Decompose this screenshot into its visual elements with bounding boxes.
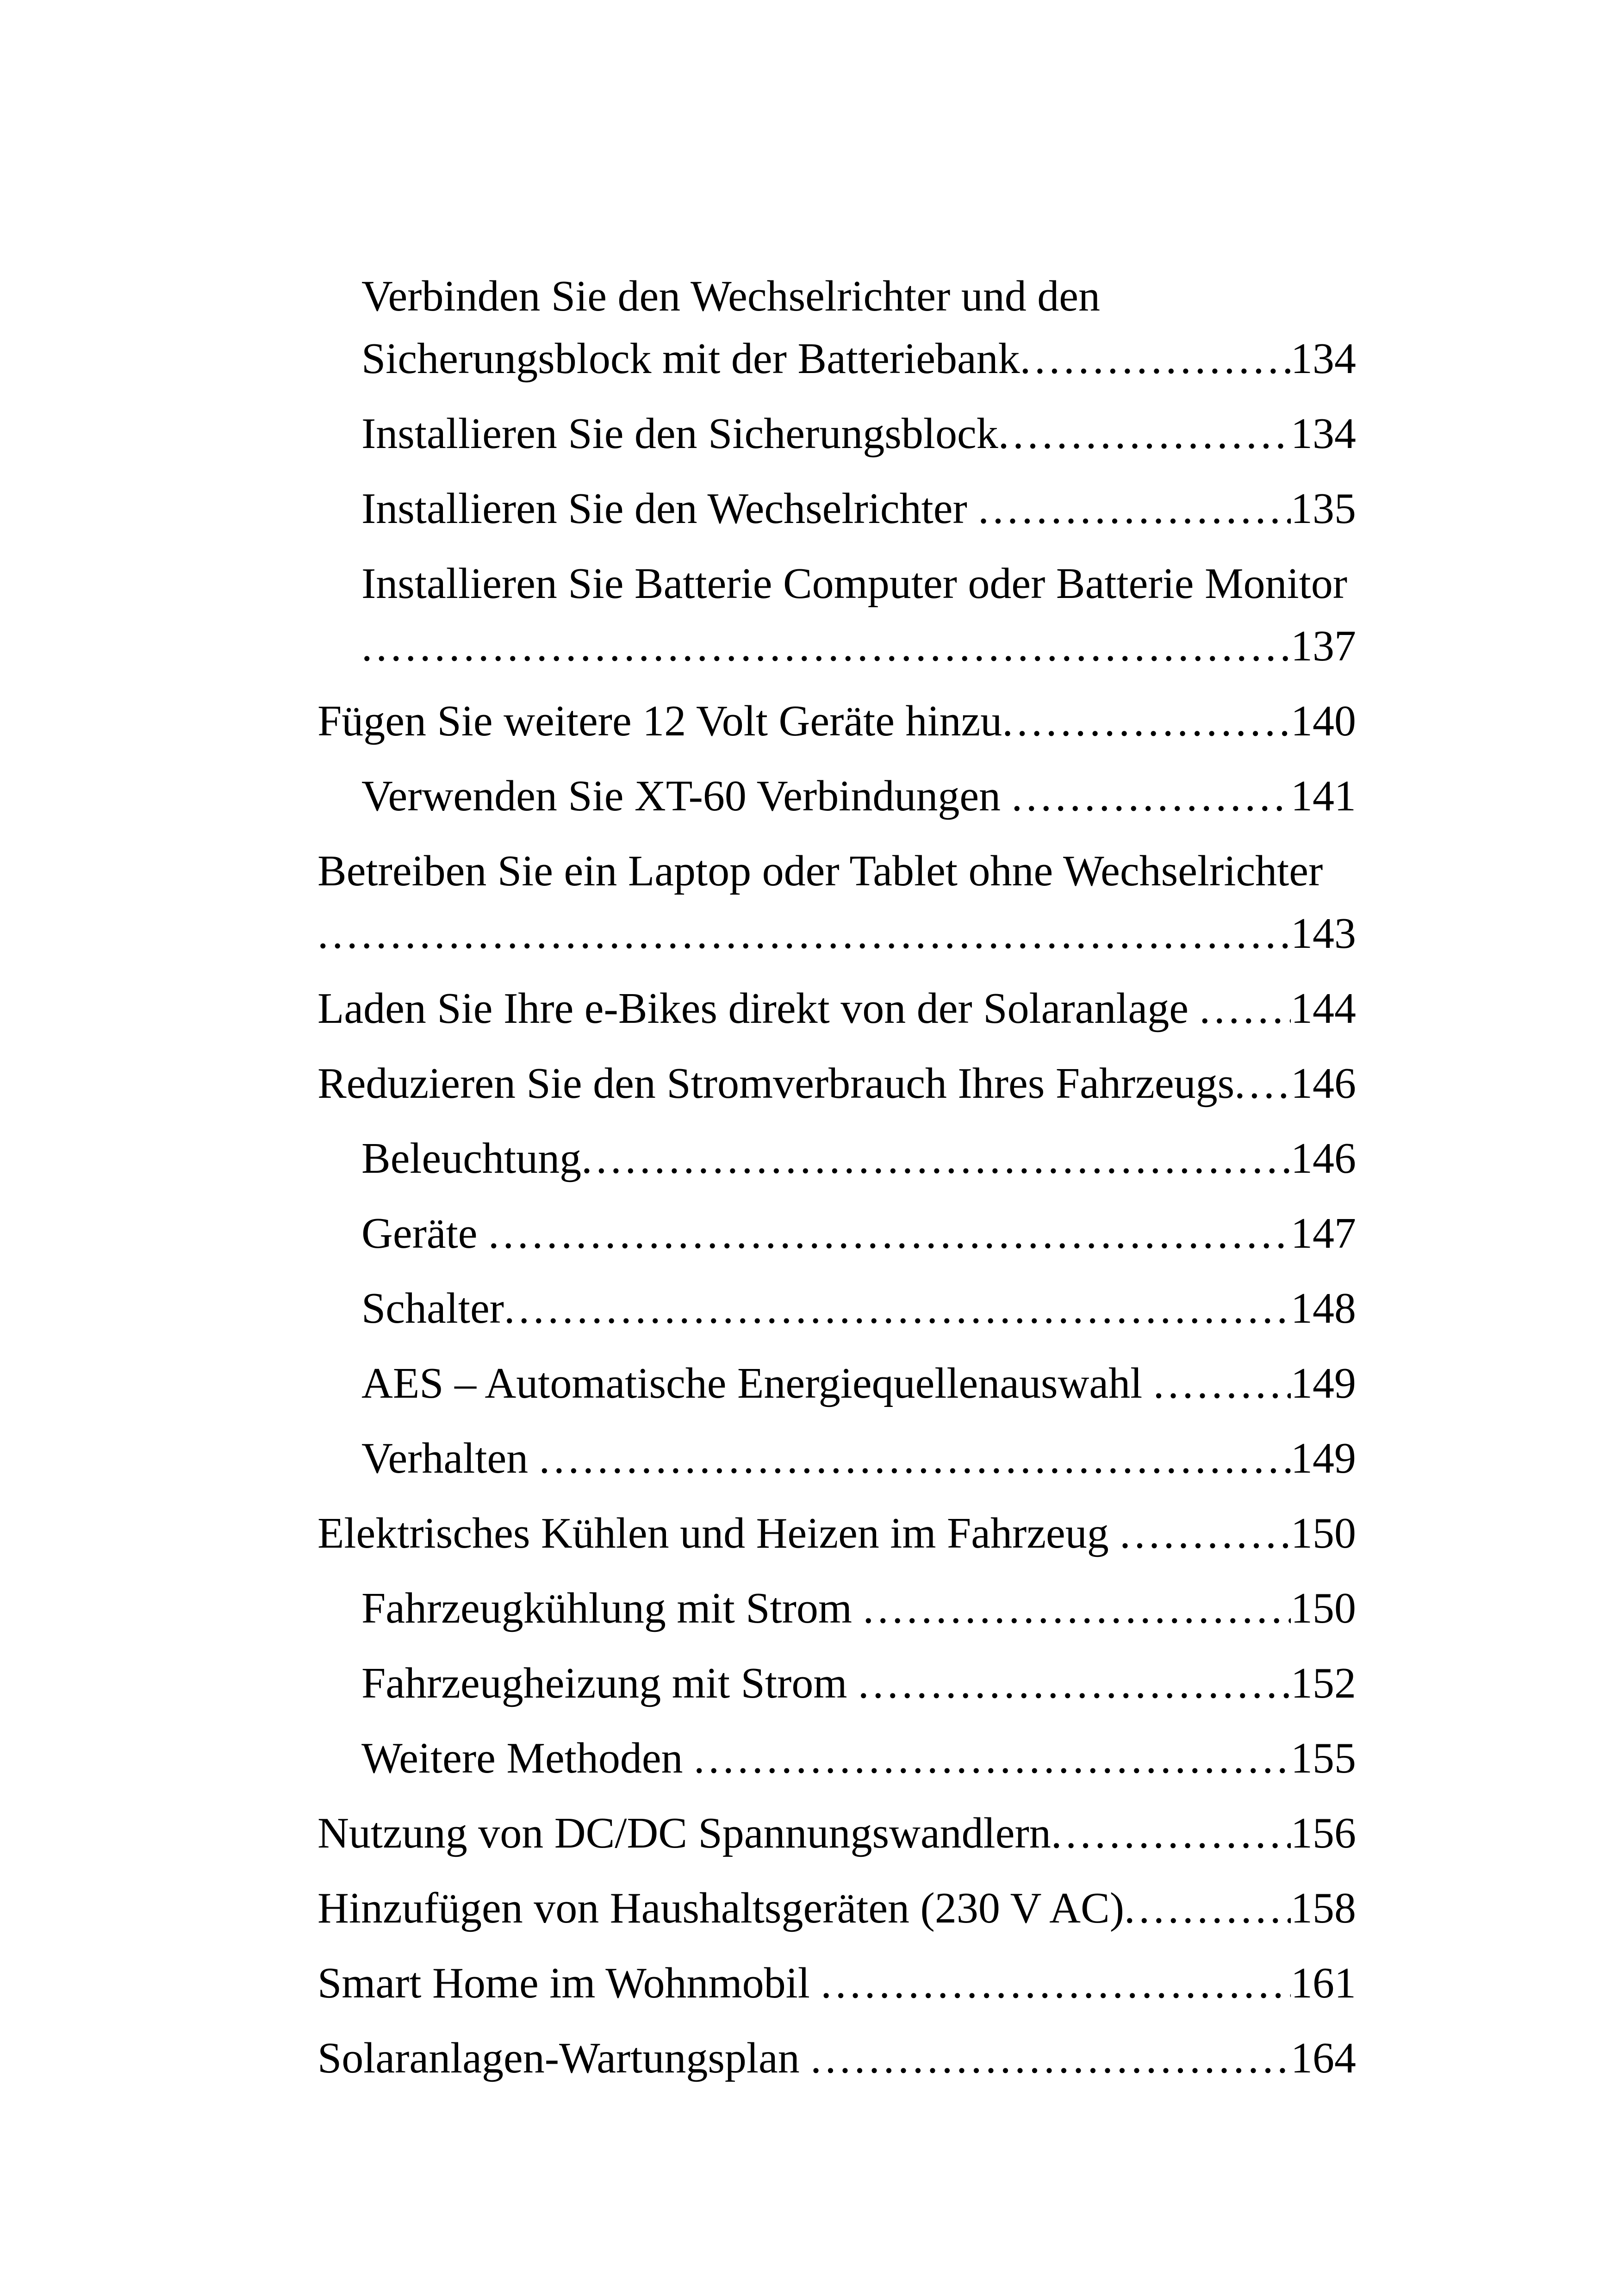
toc-entry-last-line	[361, 1352, 1356, 1415]
toc-page-number: 150	[1291, 1509, 1356, 1557]
toc-page-number: 141	[1291, 772, 1356, 820]
toc-dot-leader	[1002, 690, 1291, 753]
toc-entry-title: Laden Sie Ihre e-Bikes direkt von der Solaranlage	[317, 984, 1200, 1033]
toc-dot-leader	[858, 1652, 1291, 1715]
toc-entry-title: Nutzung von DC/DC Spannungswandlern	[317, 1809, 1051, 1857]
toc-entry-title: Beleuchtung	[361, 1134, 582, 1182]
toc-entry-last-line	[317, 690, 1356, 753]
toc-entry-last-line	[317, 1802, 1356, 1865]
toc-entry[interactable]	[317, 765, 1356, 828]
toc-entry[interactable]	[317, 1427, 1356, 1490]
toc-entry[interactable]	[317, 1502, 1356, 1565]
toc-entry[interactable]	[317, 478, 1356, 540]
toc-dot-leader	[317, 902, 1291, 965]
toc-dot-leader	[863, 1577, 1291, 1640]
toc-entry-last-line	[361, 765, 1356, 828]
toc-entry-title: Fahrzeugkühlung mit Strom	[361, 1584, 863, 1632]
toc-entry-text-line: Installieren Sie Batterie Computer oder Batterie Monitor	[361, 560, 1348, 608]
toc-entry-last-line	[361, 1277, 1356, 1340]
toc-page-number: 134	[1291, 410, 1356, 458]
toc-dot-leader	[539, 1427, 1291, 1490]
toc-entry-last-line	[317, 902, 1356, 965]
toc-page-number: 148	[1291, 1284, 1356, 1332]
toc-page-number: 152	[1291, 1659, 1356, 1707]
toc-entry-last-line	[361, 1127, 1356, 1190]
toc-entry-last-line	[361, 1202, 1356, 1265]
toc-page-number: 147	[1291, 1209, 1356, 1257]
toc-dot-leader	[1199, 977, 1291, 1040]
toc-entry-title: Hinzufügen von Haushaltsgeräten (230 V AC)	[317, 1884, 1125, 1932]
toc-entry-title: Installieren Sie den Wechselrichter	[361, 485, 978, 533]
toc-entry-text-line: Betreiben Sie ein Laptop oder Tablet ohne Wechselrichter	[317, 847, 1323, 895]
toc-page-number: 146	[1291, 1134, 1356, 1182]
toc-entry[interactable]	[317, 1652, 1356, 1715]
toc-entry[interactable]	[317, 1277, 1356, 1340]
toc-dot-leader	[1051, 1802, 1291, 1865]
toc-dot-leader	[1020, 328, 1291, 390]
toc-entry[interactable]	[317, 1952, 1356, 2015]
toc-entry-title: Sicherungsblock mit der Batteriebank	[361, 335, 1020, 383]
toc-dot-leader	[1124, 1877, 1291, 1940]
toc-entry[interactable]	[317, 1802, 1356, 1865]
toc-entry-title: Installieren Sie den Sicherungsblock	[361, 410, 998, 458]
toc-entry-title: Verwenden Sie XT-60 Verbindungen	[361, 772, 1012, 820]
toc-dot-leader	[694, 1727, 1291, 1790]
toc-entry-title: Weitere Methoden	[361, 1734, 694, 1782]
toc-entry-last-line	[317, 1052, 1356, 1115]
toc-page-number: 134	[1291, 335, 1356, 383]
toc-entry[interactable]	[317, 690, 1356, 753]
toc-entry[interactable]	[317, 403, 1356, 465]
toc-entry-last-line	[361, 478, 1356, 540]
toc-entry-last-line	[361, 1427, 1356, 1490]
toc-page-number: 150	[1291, 1584, 1356, 1632]
toc-page-number: 144	[1291, 984, 1356, 1033]
toc-dot-leader	[821, 1952, 1291, 2015]
toc-entry-title: Reduzieren Sie den Stromverbrauch Ihres Fahrzeugs	[317, 1059, 1235, 1108]
toc-entry-last-line	[361, 615, 1356, 678]
toc-dot-leader	[488, 1202, 1291, 1265]
toc-entry-title: Fügen Sie weitere 12 Volt Geräte hinzu	[317, 697, 1002, 745]
toc-page-number: 156	[1291, 1809, 1356, 1857]
toc-dot-leader	[978, 478, 1291, 540]
toc-entry[interactable]	[317, 1052, 1356, 1115]
toc-entry-last-line	[361, 403, 1356, 465]
toc-dot-leader	[581, 1127, 1291, 1190]
toc-page-number: 158	[1291, 1884, 1356, 1932]
toc-dot-leader	[998, 403, 1291, 465]
toc-dot-leader	[1153, 1352, 1291, 1415]
toc-entry[interactable]	[317, 840, 1356, 965]
toc-entry-last-line	[361, 1727, 1356, 1790]
toc-dot-leader	[1012, 765, 1291, 828]
toc-entry[interactable]	[317, 1127, 1356, 1190]
toc-page-number: 137	[1291, 622, 1356, 670]
toc-entry-last-line	[317, 1502, 1356, 1565]
toc-page-number: 140	[1291, 697, 1356, 745]
toc-entry-last-line	[317, 1877, 1356, 1940]
toc-entry-last-line	[361, 1577, 1356, 1640]
toc-dot-leader	[810, 2027, 1291, 2090]
toc-dot-leader	[1120, 1502, 1291, 1565]
toc-entry-title: Solaranlagen-Wartungsplan	[317, 2034, 811, 2082]
toc-entry[interactable]	[317, 2027, 1356, 2090]
toc-entry-title: Fahrzeugheizung mit Strom	[361, 1659, 858, 1707]
toc-entry[interactable]	[317, 1877, 1356, 1940]
toc-entry-title: Verhalten	[361, 1434, 539, 1482]
toc-page-number: 164	[1291, 2034, 1356, 2082]
toc-page-number: 135	[1291, 485, 1356, 533]
toc-entry-last-line	[317, 1952, 1356, 2015]
toc-entry-title: Schalter	[361, 1284, 504, 1332]
toc-entry-title: Smart Home im Wohnmobil	[317, 1959, 821, 2007]
toc-entry[interactable]	[317, 1202, 1356, 1265]
toc-entry-title: Geräte	[361, 1209, 488, 1257]
toc-page-number: 146	[1291, 1059, 1356, 1108]
table-of-contents	[317, 265, 1356, 2102]
toc-dot-leader	[504, 1277, 1291, 1340]
toc-entry[interactable]	[317, 265, 1356, 390]
toc-entry[interactable]	[317, 553, 1356, 678]
toc-page-number: 161	[1291, 1959, 1356, 2007]
toc-dot-leader	[361, 615, 1291, 678]
toc-entry-last-line	[317, 977, 1356, 1040]
toc-entry-last-line	[317, 2027, 1356, 2090]
toc-entry[interactable]	[317, 977, 1356, 1040]
toc-dot-leader	[1234, 1052, 1291, 1115]
toc-entry-last-line	[361, 1652, 1356, 1715]
toc-entry-text-line: Verbinden Sie den Wechselrichter und den	[361, 272, 1101, 320]
toc-page-number: 143	[1291, 909, 1356, 958]
toc-page-number: 149	[1291, 1434, 1356, 1482]
toc-page-number: 149	[1291, 1359, 1356, 1407]
toc-entry-last-line	[361, 328, 1356, 390]
toc-entry-title: AES – Automatische Energiequellenauswahl	[361, 1359, 1153, 1407]
toc-entry-title: Elektrisches Kühlen und Heizen im Fahrzeug	[317, 1509, 1120, 1557]
toc-entry[interactable]	[317, 1352, 1356, 1415]
toc-entry[interactable]	[317, 1727, 1356, 1790]
toc-entry[interactable]	[317, 1577, 1356, 1640]
toc-page-number: 155	[1291, 1734, 1356, 1782]
